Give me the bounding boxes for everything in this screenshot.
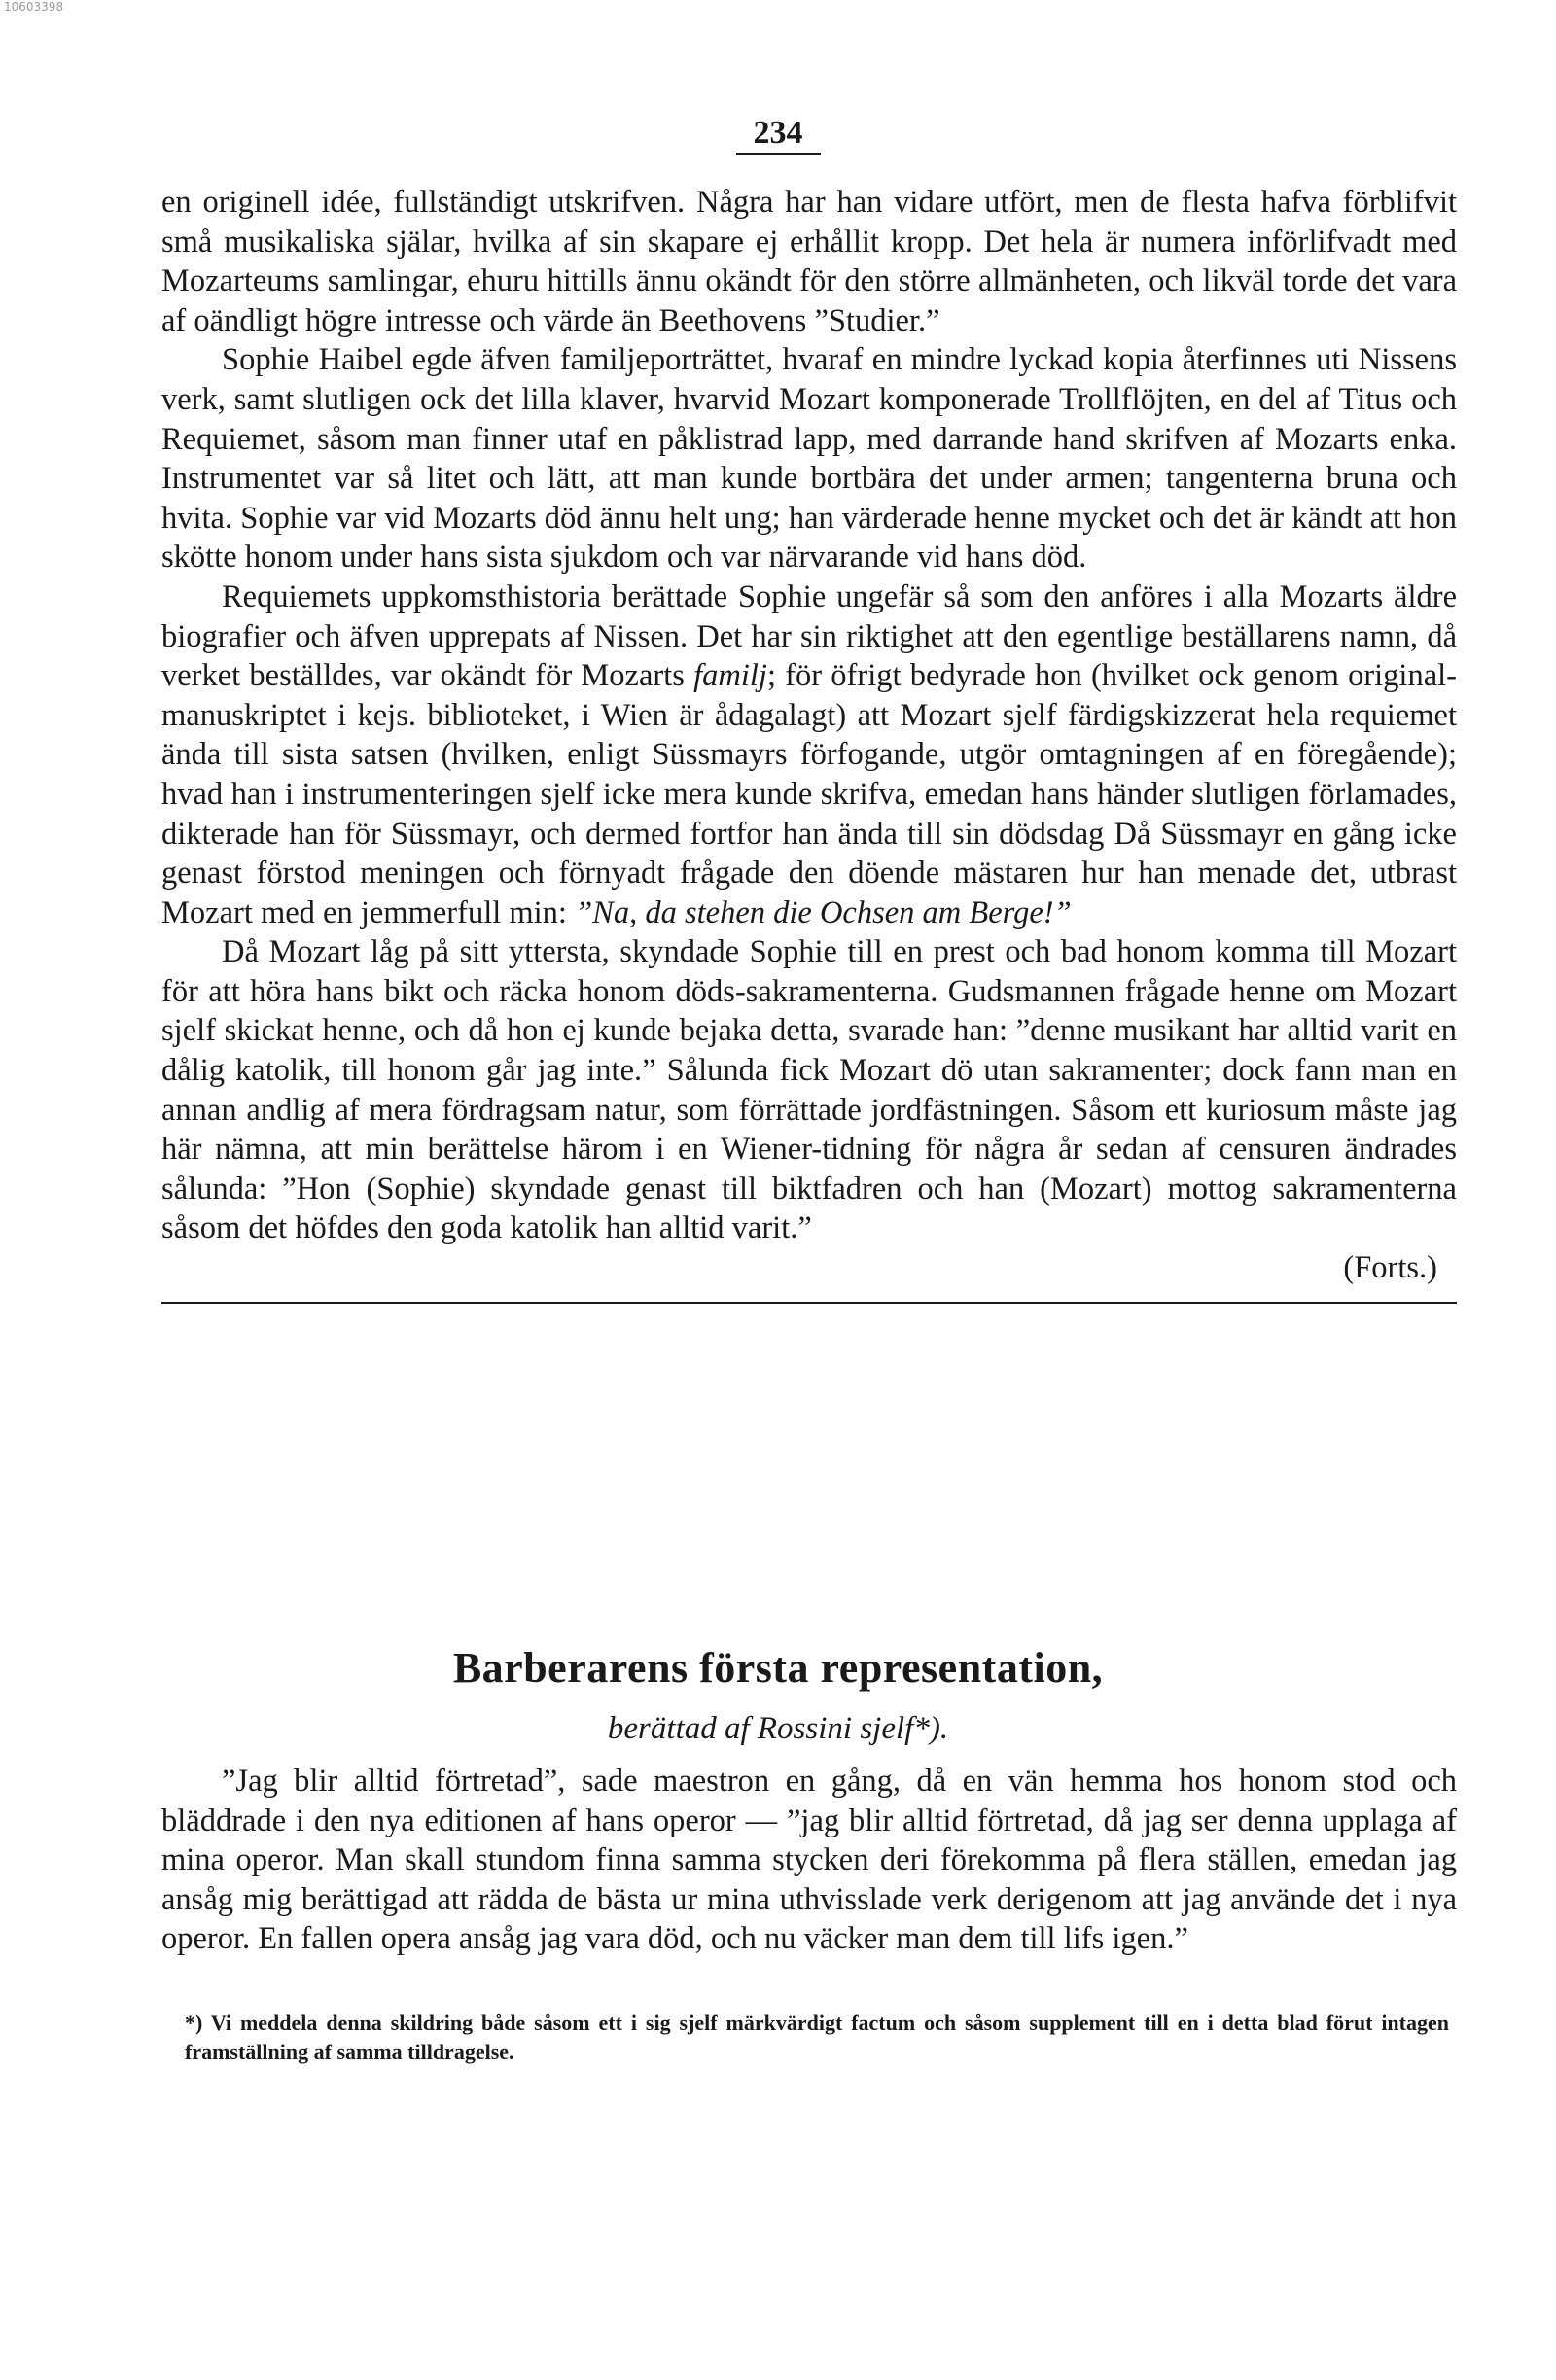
section-divider: [161, 1302, 1457, 1304]
page-number-text: 234: [736, 115, 821, 155]
archive-mark: 10603398: [4, 0, 64, 14]
article-mozart-body: [161, 183, 1457, 1304]
paragraph-3: [161, 578, 1457, 932]
article-subtitle: berättad af Rossini sjelf*).: [607, 1711, 949, 1746]
paragraph-3-start: Requiemets uppkomsthistoria berättade Sophie ungefär så som den anföres i alla Mozarts äldre biografier och äfven upprepats af Nissen. Det har sin riktighet att den egentlige beställarens namn, då verket beställdes, var okändt för Mozarts: [161, 578, 1457, 694]
mozart-quote: ”Na, da stehen die Ochsen am Berge!”: [575, 894, 1072, 930]
rossini-paragraph: ”Jag blir alltid förtretad”, sade maestron en gång, då en vän hemma hos honom stod och bläddrade i den nya editionen af hans operor — ”jag blir alltid förtretad, då jag ser denna upplaga af mina operor. Man skall stundom finna samma stycken deri förekomma på flera ställen, emedan jag ansåg mig berättigad att rädda de bästa ur mina uthvisslade verk derigenom att jag använde det i nya operor. En fallen opera ansåg jag vara död, och nu väcker man dem till lifs igen.”: [161, 1764, 1457, 1957]
paragraph-2: Sophie Haibel egde äfven familjeporträttet, hvaraf en mindre lyckad kopia återfinnes uti Nissens verk, samt slutligen ock det lilla klaver, hvarvid Mozart komponerade Trollflöjten, en del af Titus och Requiemet, såsom man finner utaf en påklistrad lapp, med darrande hand skrifven af Mozarts enka. Instrumentet var så litet och lätt, att man kunde bortbära det under armen; tangenterna bruna och hvita. Sophie var vid Mozarts död ännu helt ung; han värderade henne mycket och det är kändt att hon skötte honom under hans sista sjukdom och var närvarande vid hans död.: [161, 342, 1457, 576]
familj-word: familj: [693, 658, 767, 694]
article-rossini-body: [161, 1762, 1457, 1959]
page-number: [0, 115, 1556, 152]
paragraph-3-rest: ; för öfrigt bedyrade hon (hvilket ock genom original-manuskriptet i kejs. biblioteket, i Wien är ådagalagt) att Mozart sjelf färdigskizzerat hela requiemet ända till sista satsen (hvilken, enligt Süssmayrs förfogande, utgör omtagningen af en föregående); hvad han i instrumenteringen sjelf icke mera kunde skrifva, emedan hans händer slutligen förlamades, dikterade han för Süssmayr, och dermed fortfor han ända till sin dödsdag Då Süssmayr en gång icke genast förstod meningen och förnyadt frågade den döende mästaren hur han menade det, utbrast Mozart med en jemmerfull min:: [161, 658, 1457, 930]
paragraph-1: en originell idée, fullständigt utskrifven. Några har han vidare utfört, men de flesta hafva förblifvit små musikaliska själar, hvilka af sin skapare ej erhållit kropp. Det hela är numera införlifvadt med Mozarteums samlingar, ehuru hittills ännu okändt för den större allmänheten, och likväl torde det vara af oändligt högre intresse och värde än Beethovens ”Studier.”: [161, 185, 1457, 338]
article-title: Barberarens första representation,: [452, 1644, 1104, 1692]
continued-mark: (Forts.): [1343, 1250, 1437, 1286]
paragraph-4: Då Mozart låg på sitt yttersta, skyndade Sophie till en prest och bad honom komma till Mozart för att höra hans bikt och räcka honom döds-sakramenterna. Gudsmannen frågade henne om Mozart sjelf skickat henne, och då hon ej kunde bejaka detta, svarade han: ”denne musikant har alltid varit en dålig katolik, till honom går jag inte.” Sålunda fick Mozart dö utan sakramenter; dock fann man en annan andlig af mera fördragsam natur, som förrättade jordfästningen. Såsom ett kuriosum måste jag här nämna, att min berättelse härom i en Wiener-tidning för några år sedan af censuren ändrades sålunda: ”Hon (Sophie) skyndade genast till biktfadren och han (Mozart) mottog sakramenterna såsom det höfdes den goda katolik han alltid varit.”: [161, 934, 1457, 1246]
footnote: *) Vi meddela denna skildring både såsom ett i sig sjelf märkvärdigt factum och såsom supplement till en i detta blad förut intagen framställning af samma tilldragelse.: [185, 2011, 1449, 2064]
